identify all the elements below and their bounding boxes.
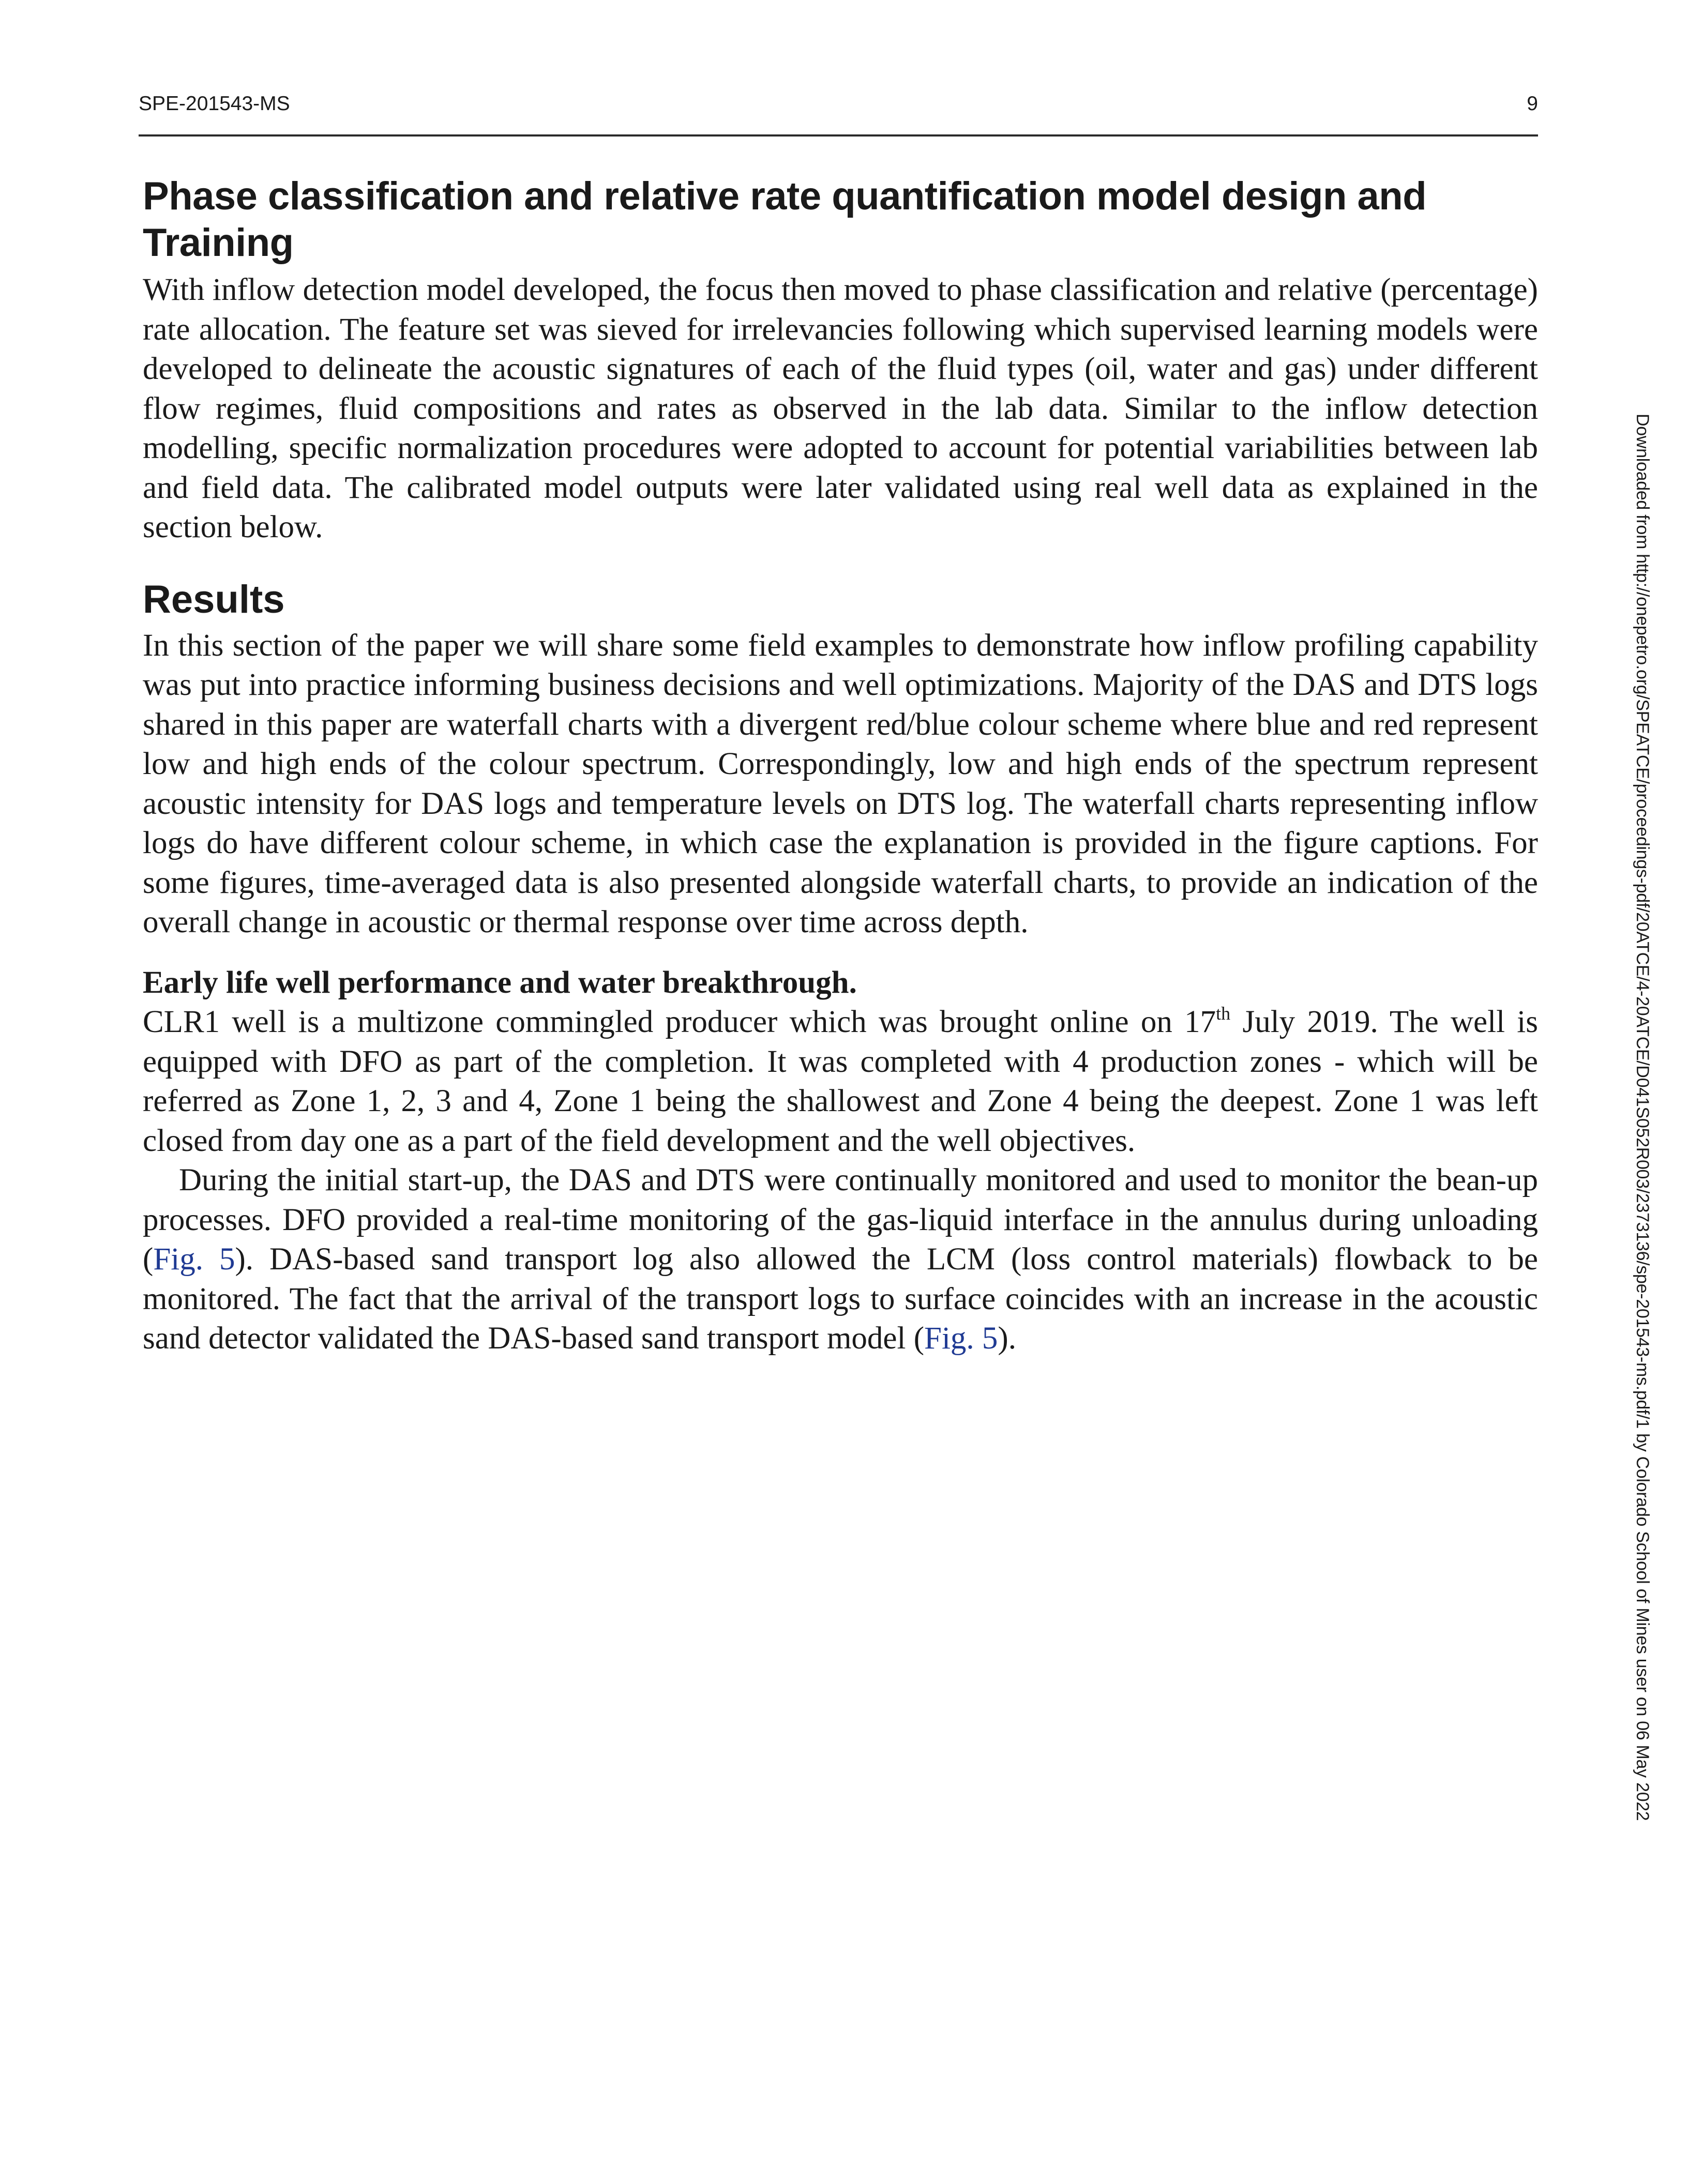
paragraph-clr1-well bbox=[143, 1003, 1538, 1161]
text-run: During the initial start-up, the DAS and DTS were continually monitored and used to monitor the bean-up processes. DFO provided a real-time monitoring of the gas-liquid interface in the annulus during unloading ( bbox=[143, 1163, 1538, 1277]
text-run: July 2019. The well is equipped with DFO as part of the completion. It was completed with 4 production zones - which will be referred as Zone 1, 2, 3 and 4, Zone 1 being the shallowest and Zone 4 being the deepest. Zone 1 was left closed from day one as a part of the field development and the well objectives. bbox=[143, 1005, 1538, 1158]
figure-5-link[interactable]: Fig. 5 bbox=[924, 1321, 998, 1356]
text-run: CLR1 well is a multizone commingled producer which was brought online on 17 bbox=[143, 1005, 1216, 1039]
text-run: ). bbox=[998, 1321, 1016, 1356]
text-run: ). DAS-based sand transport log also allowed the LCM (loss control materials) flowback to be monitored. The fact that the arrival of the transport logs to surface coincides with an increase in the acoustic sand detector validated the DAS-based sand transport model ( bbox=[143, 1242, 1538, 1356]
section-heading-results: Results bbox=[143, 577, 285, 621]
figure-5-link[interactable]: Fig. 5 bbox=[153, 1242, 235, 1277]
page-header bbox=[139, 90, 1538, 136]
section-heading-phase-classification: Phase classification and relative rate quantification model design and Training bbox=[143, 174, 1427, 265]
download-watermark: Downloaded from http://onepetro.org/SPEATCE/proceedings-pdf/20ATCE/4-20ATCE/D041S052R003/2373136/spe-201543-ms.pdf/1 by Colorado School of Mines user on 06 May 2022 bbox=[1633, 414, 1652, 1821]
document-id: SPE-201543-MS bbox=[139, 93, 290, 115]
paragraph-phase-classification: With inflow detection model developed, the focus then moved to phase classification and relative (percentage) rate allocation. The feature set was sieved for irrelevancies following which supervised learning models were developed to delineate the acoustic signatures of each of the fluid types (oil, water and gas) under different flow regimes, fluid compositions and rates as observed in the lab data. Similar to the inflow detection modelling, specific normalization procedures were adopted to account for potential variabilities between lab and field data. The calibrated model outputs were later validated using real well data as explained in the section below. bbox=[143, 272, 1538, 544]
ordinal-superscript: th bbox=[1216, 1003, 1231, 1024]
subsection-heading-early-life: Early life well performance and water breakthrough. bbox=[143, 965, 857, 1000]
page-number: 9 bbox=[1527, 93, 1538, 115]
paragraph-initial-startup bbox=[143, 1161, 1538, 1359]
paragraph-results: In this section of the paper we will share some field examples to demonstrate how inflow profiling capability was put into practice informing business decisions and well optimizations. Majority of the DAS and DTS logs shared in this paper are waterfall charts with a divergent red/blue colour scheme where blue and red represent low and high ends of the colour spectrum. Correspondingly, low and high ends of the spectrum represent acoustic intensity for DAS logs and temperature levels on DTS log. The waterfall charts representing inflow logs do have different colour scheme, in which case the explanation is provided in the figure captions. For some figures, time-averaged data is also presented alongside waterfall charts, to provide an indication of the overall change in acoustic or thermal response over time across depth. bbox=[143, 628, 1538, 939]
page-content bbox=[143, 173, 1538, 1359]
